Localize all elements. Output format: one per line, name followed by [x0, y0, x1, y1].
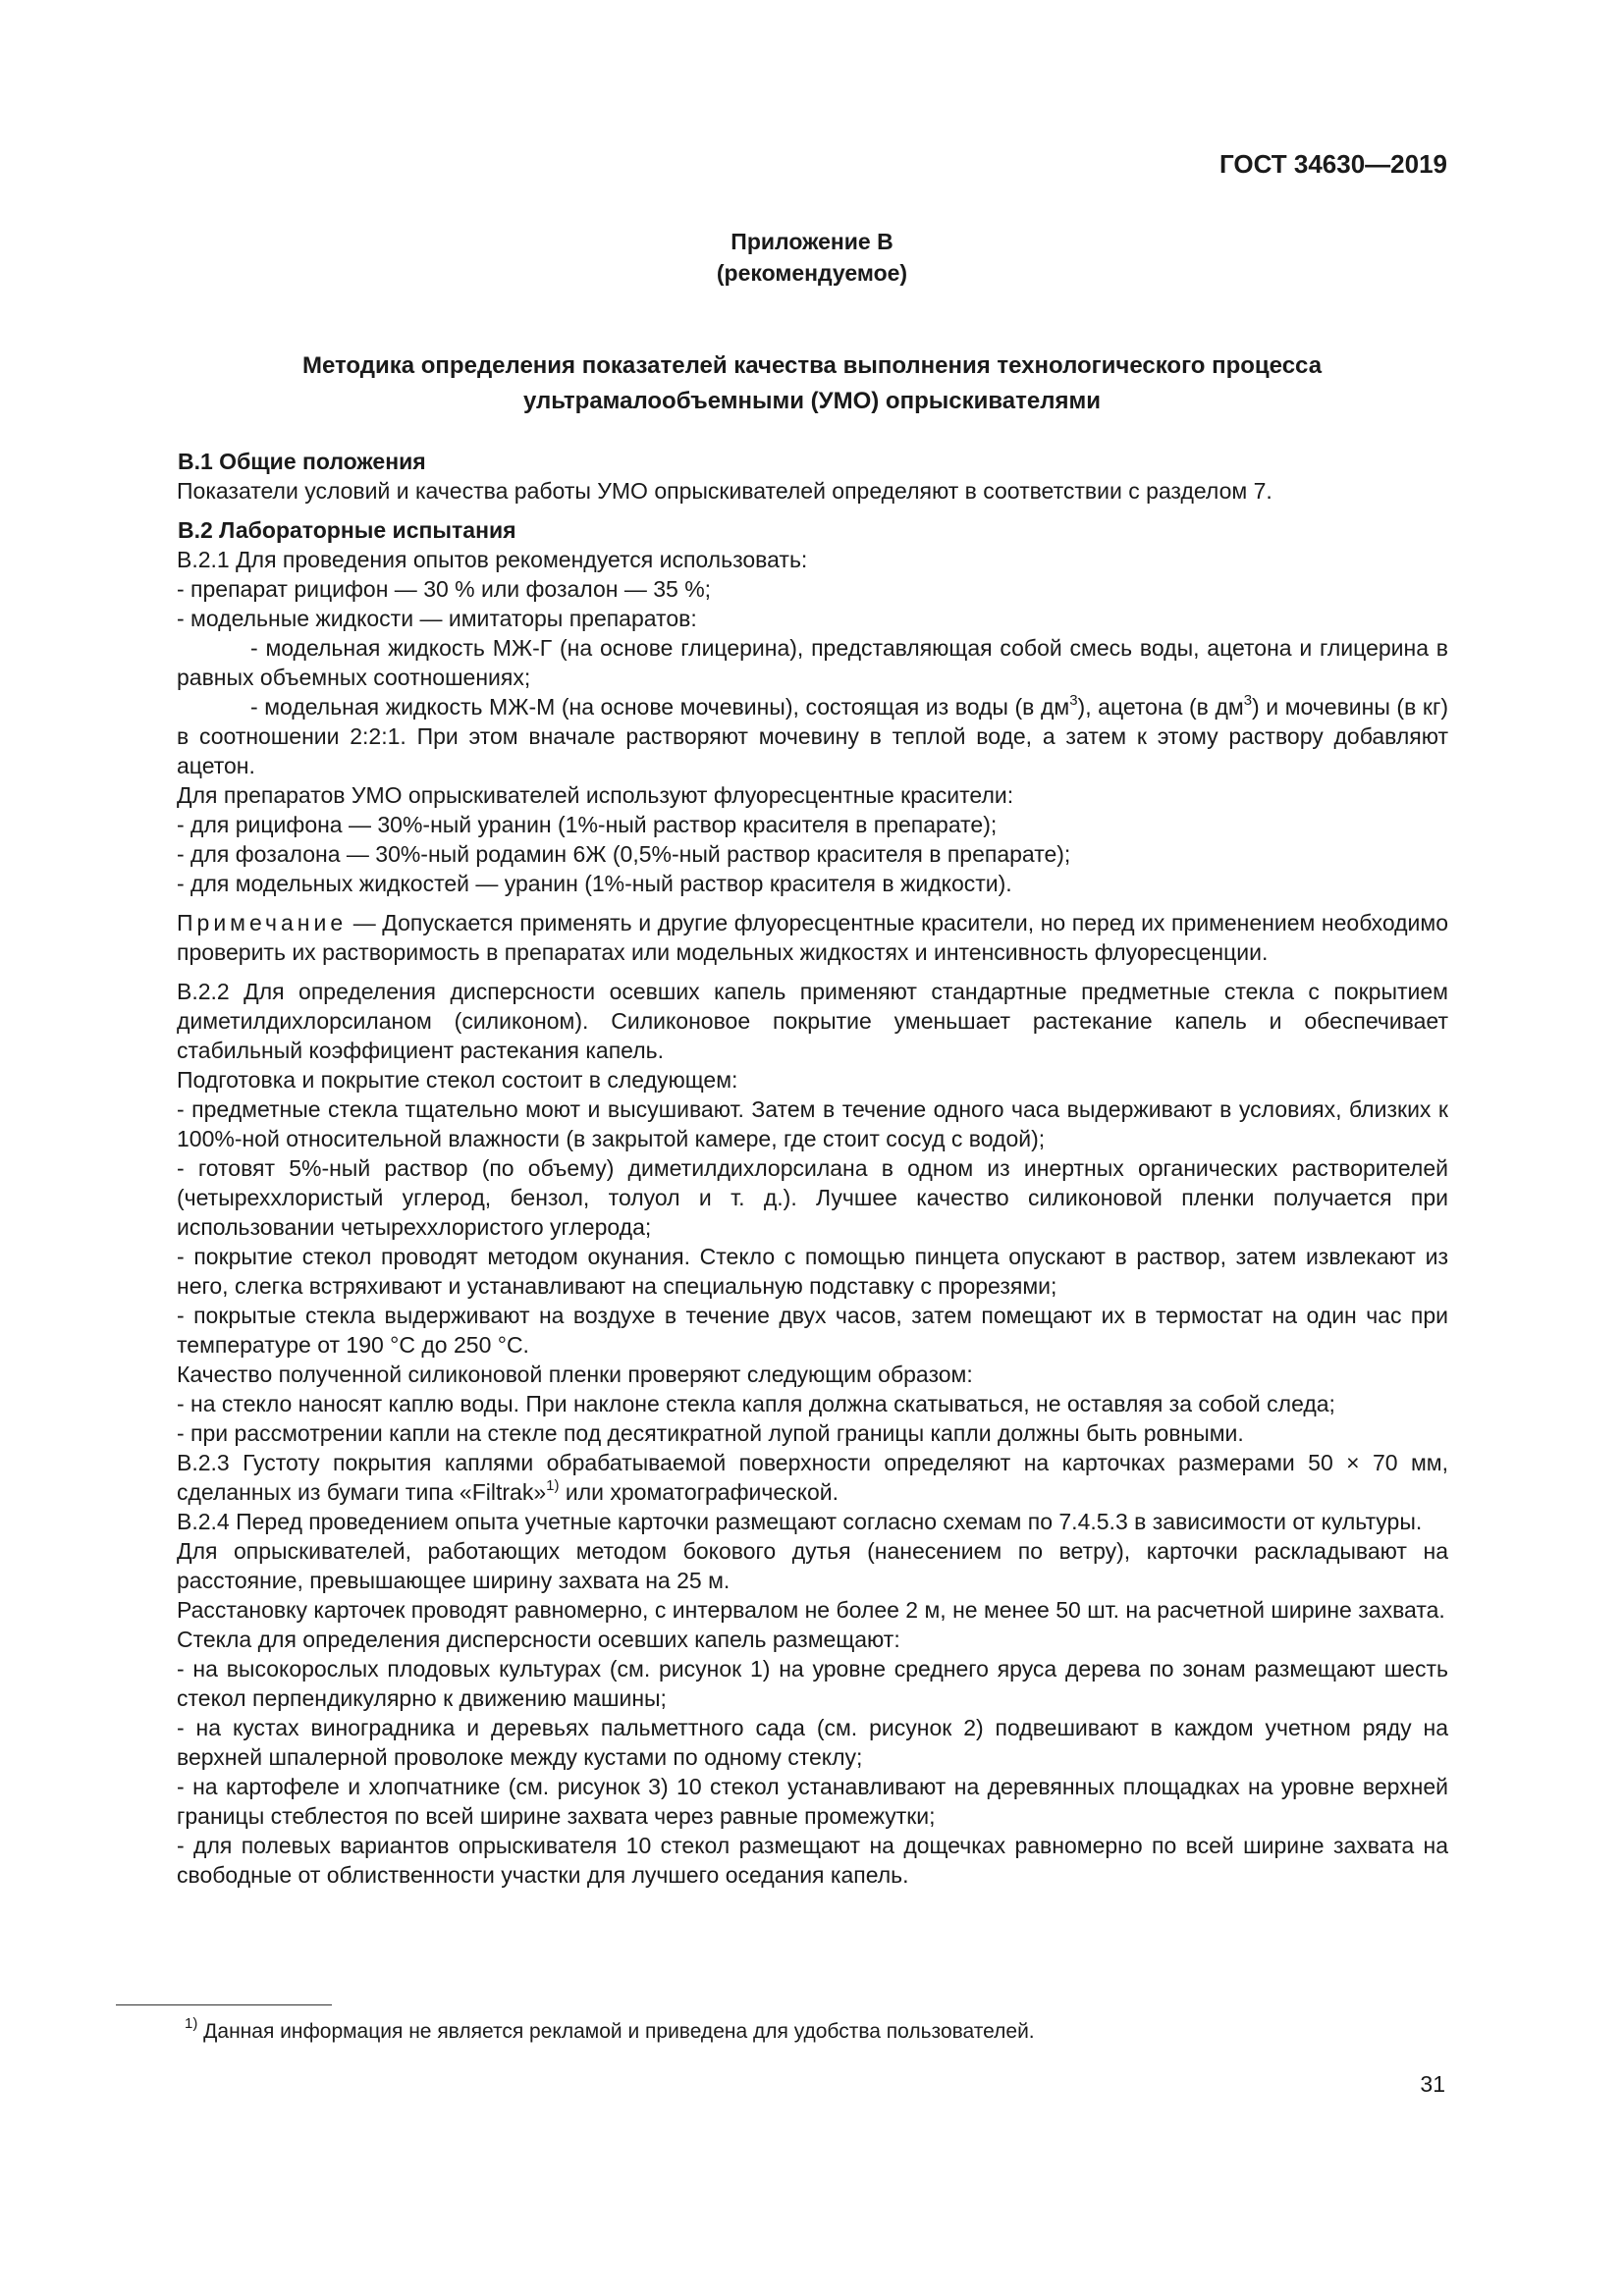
paragraph: Качество полученной силиконовой пленки проверяют следующим образом: — [177, 1362, 973, 1387]
list-item: - на стекло наносят каплю воды. При наклоне стекла капля должна скатываться, не оставляя за собой следа; — [177, 1391, 1335, 1416]
list-item: - модельные жидкости — имитаторы препаратов: — [177, 606, 697, 631]
note — [177, 908, 1448, 967]
annex-title — [147, 348, 1477, 419]
list-item: - покрытые стекла выдерживают на воздухе в течение двух часов, затем помещают их в термостат на один час при температуре от 190 °С до 250 °С. — [177, 1303, 1448, 1358]
list-item: - для фозалона — 30%-ный родамин 6Ж (0,5%-ный раствор красителя в препарате); — [177, 841, 1071, 867]
footnote — [185, 2015, 1035, 2046]
paragraph: В.2.3 Густоту покрытия каплями обрабатываемой поверхности определяют на карточках размерами 50 × 70 мм, сделанных из бумаги типа «Filtrak»$^{1)}$ или хроматографической. — [177, 1450, 1448, 1505]
list-item: - на кустах виноградника и деревьях пальметтного сада (см. рисунок 2) подвешивают в каждом учетном ряду на верхней шпалерной проволоке между кустами по одному стеклу; — [177, 1715, 1448, 1770]
list-item: - модельная жидкость МЖ-М (на основе мочевины), состоящая из воды (в $дм^3$), ацетона (в $дм^3$) и мочевины (в кг) в соотношении 2:2:1. При этом вначале растворяют мочевину в теплой воде, а затем к этому раствору добавляют ацетон. — [177, 692, 1448, 778]
note-text: — Допускается применять и другие флуоресцентные красители, но перед их применением необходимо проверить их растворимость в препаратах или модельных жидкостях и интенсивность флуоресценции. — [177, 910, 1448, 965]
list-item: - предметные стекла тщательно моют и высушивают. Затем в течение одного часа выдерживают в условиях, близких к 100%-ной относительной влажности (в закрытой камере, где стоит сосуд с водой); — [177, 1096, 1448, 1151]
paragraph: Стекла для определения дисперсности осевших капель размещают: — [177, 1627, 900, 1652]
list-item: - для полевых вариантов опрыскивателя 10 стекол размещают на дощечках равномерно по всей ширине захвата на свободные от облиственности участки для лучшего оседания капель. — [177, 1833, 1448, 1888]
list-item: - для рицифона — 30%-ный уранин (1%-ный раствор красителя в препарате); — [177, 812, 998, 837]
paragraph: В.2.2 Для определения дисперсности осевших капель применяют стандартные предметные стекла с покрытием диметилдихлорсиланом (силиконом). Силиконовое покрытие уменьшает растекание капель и обеспечивает стабильный коэффициент растекания капель. — [177, 979, 1448, 1063]
note-label: Примечание — [177, 910, 348, 935]
paragraph: Для препаратов УМО опрыскивателей используют флуоресцентные красители: — [177, 782, 1014, 808]
paragraph: Расстановку карточек проводят равномерно, с интервалом не более 2 м, не менее 50 шт. на расчетной ширине захвата. — [177, 1597, 1445, 1623]
list-item: - для модельных жидкостей — уранин (1%-ный раствор красителя в жидкости). — [177, 871, 1012, 896]
annex-kind: (рекомендуемое) — [716, 260, 908, 286]
paragraph: Подготовка и покрытие стекол состоит в следующем: — [177, 1067, 738, 1093]
footnote-divider — [116, 2004, 332, 2005]
list-item: - на картофеле и хлопчатнике (см. рисунок 3) 10 стекол устанавливают на деревянных площадках на уровне верхней границы стеблестоя по всей ширине захвата через равные промежутки; — [177, 1774, 1448, 1829]
section-heading-b2: В.2 Лабораторные испытания — [178, 517, 516, 543]
page-number: 31 — [1420, 2071, 1445, 2097]
annex-title-line-2: ультрамалообъемными (УМО) опрыскивателями — [523, 388, 1101, 414]
footnote-marker: 1) — [185, 2015, 198, 2032]
footnote-text: Данная информация не является рекламой и приведена для удобства пользователей. — [197, 2020, 1035, 2043]
list-item: - покрытие стекол проводят методом окунания. Стекло с помощью пинцета опускают в раствор, затем извлекают из него, слегка встряхивают и устанавливают на специальную подставку с прорезями; — [177, 1244, 1448, 1299]
section-heading-b1: В.1 Общие положения — [178, 449, 426, 474]
document-body — [177, 447, 1448, 1890]
paragraph: Показатели условий и качества работы УМО опрыскивателей определяют в соответствии с разделом 7. — [177, 478, 1272, 504]
document-code: ГОСТ 34630—2019 — [1219, 149, 1447, 179]
list-item: - препарат рицифон — 30 % или фозалон — 35 %; — [177, 576, 712, 602]
annex-heading — [0, 226, 1624, 289]
annex-title-line-1: Методика определения показателей качества выполнения технологического процесса — [301, 352, 1323, 379]
paragraph: В.2.1 Для проведения опытов рекомендуется использовать: — [177, 547, 808, 572]
paragraph: В.2.4 Перед проведением опыта учетные карточки размещают согласно схемам по 7.4.5.3 в зависимости от культуры. — [177, 1509, 1423, 1534]
annex-label: Приложение В — [731, 229, 893, 254]
list-item: - готовят 5%-ный раствор (по объему) диметилдихлорсилана в одном из инертных органических растворителей (четыреххлористый углерод, бензол, толуол и т. д.). Лучшее качество силиконовой пленки получается при использовании четыреххлористого углерода; — [177, 1155, 1448, 1240]
footnote-ref: 1) — [546, 1477, 560, 1494]
list-item: - на высокорослых плодовых культурах (см. рисунок 1) на уровне среднего яруса дерева по зонам размещают шесть стекол перпендикулярно к движению машины; — [177, 1656, 1448, 1711]
list-item: - при рассмотрении капли на стекле под десятикратной лупой границы капли должны быть ровными. — [177, 1420, 1244, 1446]
list-item: - модельная жидкость МЖ-Г (на основе глицерина), представляющая собой смесь воды, ацетона и глицерина в равных объемных соотношениях; — [177, 635, 1448, 690]
paragraph: Для опрыскивателей, работающих методом бокового дутья (нанесением по ветру), карточки раскладывают на расстояние, превышающее ширину захвата на 25 м. — [177, 1538, 1448, 1593]
